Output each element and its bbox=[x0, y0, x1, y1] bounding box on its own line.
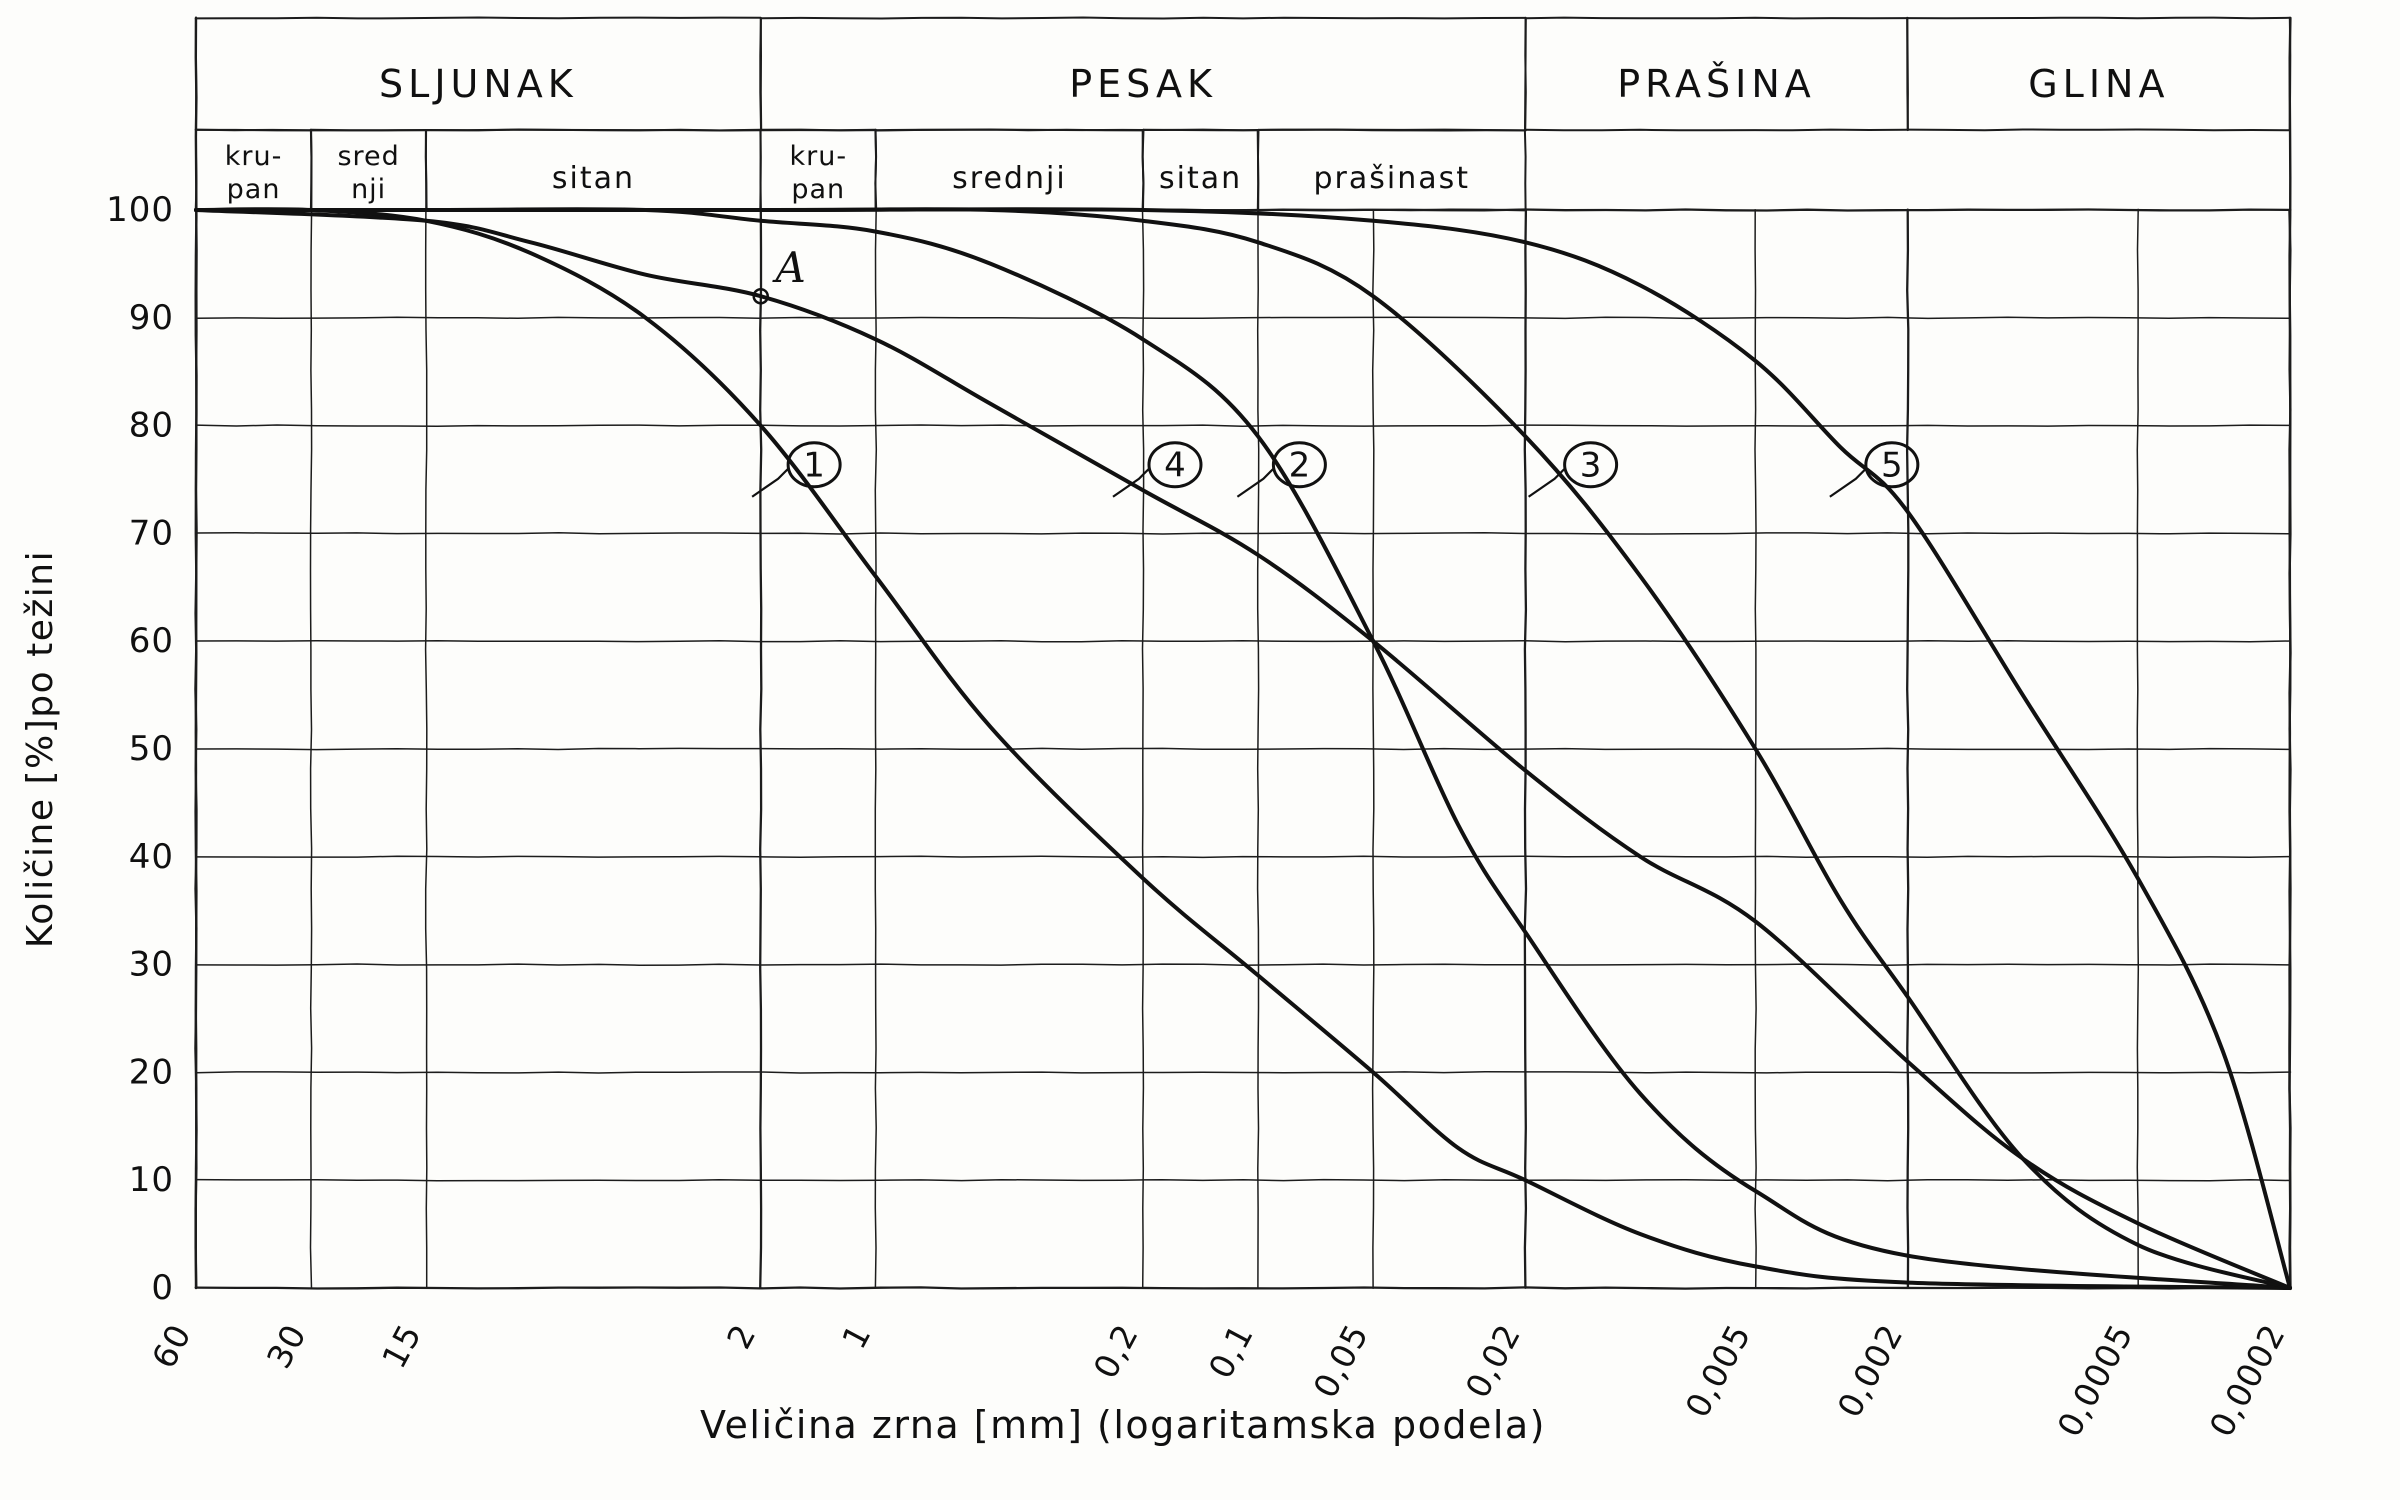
header-border bbox=[1526, 18, 1909, 19]
y-tick-label: 90 bbox=[128, 297, 174, 338]
band-label-prašina: PRAŠINA bbox=[1617, 62, 1816, 106]
subband-label: sitan bbox=[1159, 161, 1243, 196]
header-border bbox=[875, 131, 876, 210]
header-border bbox=[760, 130, 761, 210]
grid-line-horizontal bbox=[197, 317, 2290, 318]
header-border bbox=[427, 130, 761, 131]
subband-label: pan bbox=[791, 174, 846, 205]
grid-line-horizontal bbox=[196, 425, 2290, 426]
grid-line-horizontal bbox=[196, 1072, 2291, 1073]
annotation-label-A: A bbox=[775, 243, 806, 293]
subband-label: sred bbox=[337, 141, 400, 172]
y-tick-label: 40 bbox=[128, 836, 174, 877]
band-label-glina: GLINA bbox=[2028, 62, 2170, 106]
plot-frame-right bbox=[2290, 18, 2291, 1288]
y-axis-title: Količine [%]po težini bbox=[20, 549, 61, 949]
callout-leader-3 bbox=[1529, 469, 1565, 497]
header-border bbox=[760, 18, 761, 129]
header-border bbox=[761, 130, 876, 131]
series-callout-4 bbox=[1113, 443, 1201, 497]
x-tick-label: 0,0005 bbox=[2049, 1317, 2141, 1444]
x-tick-label: 0,0002 bbox=[2201, 1317, 2294, 1444]
grid-line-vertical bbox=[1143, 211, 1144, 1289]
header-border bbox=[1143, 130, 1258, 131]
header-border bbox=[1258, 130, 1259, 211]
grid-line-horizontal bbox=[196, 533, 2290, 534]
header-border bbox=[876, 130, 1143, 131]
y-tick-label: 30 bbox=[128, 944, 174, 985]
callout-leader-5 bbox=[1830, 469, 1866, 497]
x-tick-label: 0,005 bbox=[1677, 1317, 1759, 1424]
grid-line-horizontal bbox=[196, 748, 2290, 749]
x-axis-title: Veličina zrna [mm] (logaritamska podela) bbox=[699, 1403, 1547, 1447]
y-tick-label: 60 bbox=[128, 621, 174, 662]
callout-label-1: 1 bbox=[803, 445, 825, 486]
callout-label-2: 2 bbox=[1288, 445, 1311, 486]
subband-label: nji bbox=[351, 174, 387, 205]
x-tick-label: 30 bbox=[259, 1317, 315, 1375]
header-border bbox=[1526, 130, 1908, 131]
grid-line-horizontal bbox=[196, 1180, 2290, 1181]
x-tick-label: 60 bbox=[143, 1317, 200, 1375]
y-tick-label: 20 bbox=[128, 1052, 174, 1093]
grid-line-horizontal bbox=[196, 1287, 2291, 1288]
header-border bbox=[1907, 18, 1908, 130]
y-tick-label: 70 bbox=[128, 513, 174, 554]
header-border bbox=[1525, 18, 1526, 130]
y-tick-label: 80 bbox=[128, 405, 174, 446]
header-border bbox=[1908, 18, 2290, 19]
callout-label-4: 4 bbox=[1164, 445, 1186, 486]
x-tick-label: 1 bbox=[834, 1317, 879, 1356]
header-border bbox=[196, 18, 761, 19]
subband-label: prašinast bbox=[1313, 161, 1471, 196]
band-label-pesak: PESAK bbox=[1069, 62, 1217, 106]
subband-label: kru- bbox=[224, 141, 283, 172]
callout-label-5: 5 bbox=[1881, 445, 1903, 486]
header-border bbox=[1525, 131, 1526, 210]
x-tick-label: 2 bbox=[719, 1317, 764, 1356]
callout-leader-2 bbox=[1237, 469, 1273, 497]
grid-line-horizontal bbox=[196, 641, 2290, 642]
y-tick-label: 10 bbox=[128, 1160, 174, 1201]
x-tick-label: 0,002 bbox=[1829, 1317, 1911, 1424]
x-tick-label: 0,05 bbox=[1305, 1317, 1377, 1405]
x-tick-label: 0,2 bbox=[1085, 1317, 1147, 1385]
header-border bbox=[311, 130, 426, 131]
header-border bbox=[196, 130, 311, 131]
callout-leader-1 bbox=[752, 469, 788, 497]
subband-label: pan bbox=[226, 174, 281, 205]
header-border bbox=[1907, 130, 2290, 131]
y-tick-label: 50 bbox=[128, 729, 174, 769]
subband-label: kru- bbox=[789, 141, 848, 172]
header-border bbox=[1143, 130, 1144, 210]
callout-label-3: 3 bbox=[1579, 445, 1602, 486]
y-tick-label: 100 bbox=[106, 190, 174, 230]
grid-line-horizontal bbox=[196, 856, 2290, 857]
x-tick-label: 0,1 bbox=[1200, 1317, 1262, 1385]
header-border bbox=[311, 130, 312, 210]
header-border bbox=[761, 18, 1526, 19]
subband-label: sitan bbox=[551, 161, 636, 196]
subband-label: srednji bbox=[952, 161, 1067, 196]
y-tick-label: 0 bbox=[151, 1268, 174, 1308]
band-label-sljunak: SLJUNAK bbox=[379, 62, 578, 106]
header-border bbox=[1258, 130, 1525, 131]
x-tick-label: 0,02 bbox=[1457, 1317, 1529, 1405]
header-border bbox=[1258, 210, 1525, 211]
x-tick-label: 15 bbox=[374, 1317, 430, 1375]
